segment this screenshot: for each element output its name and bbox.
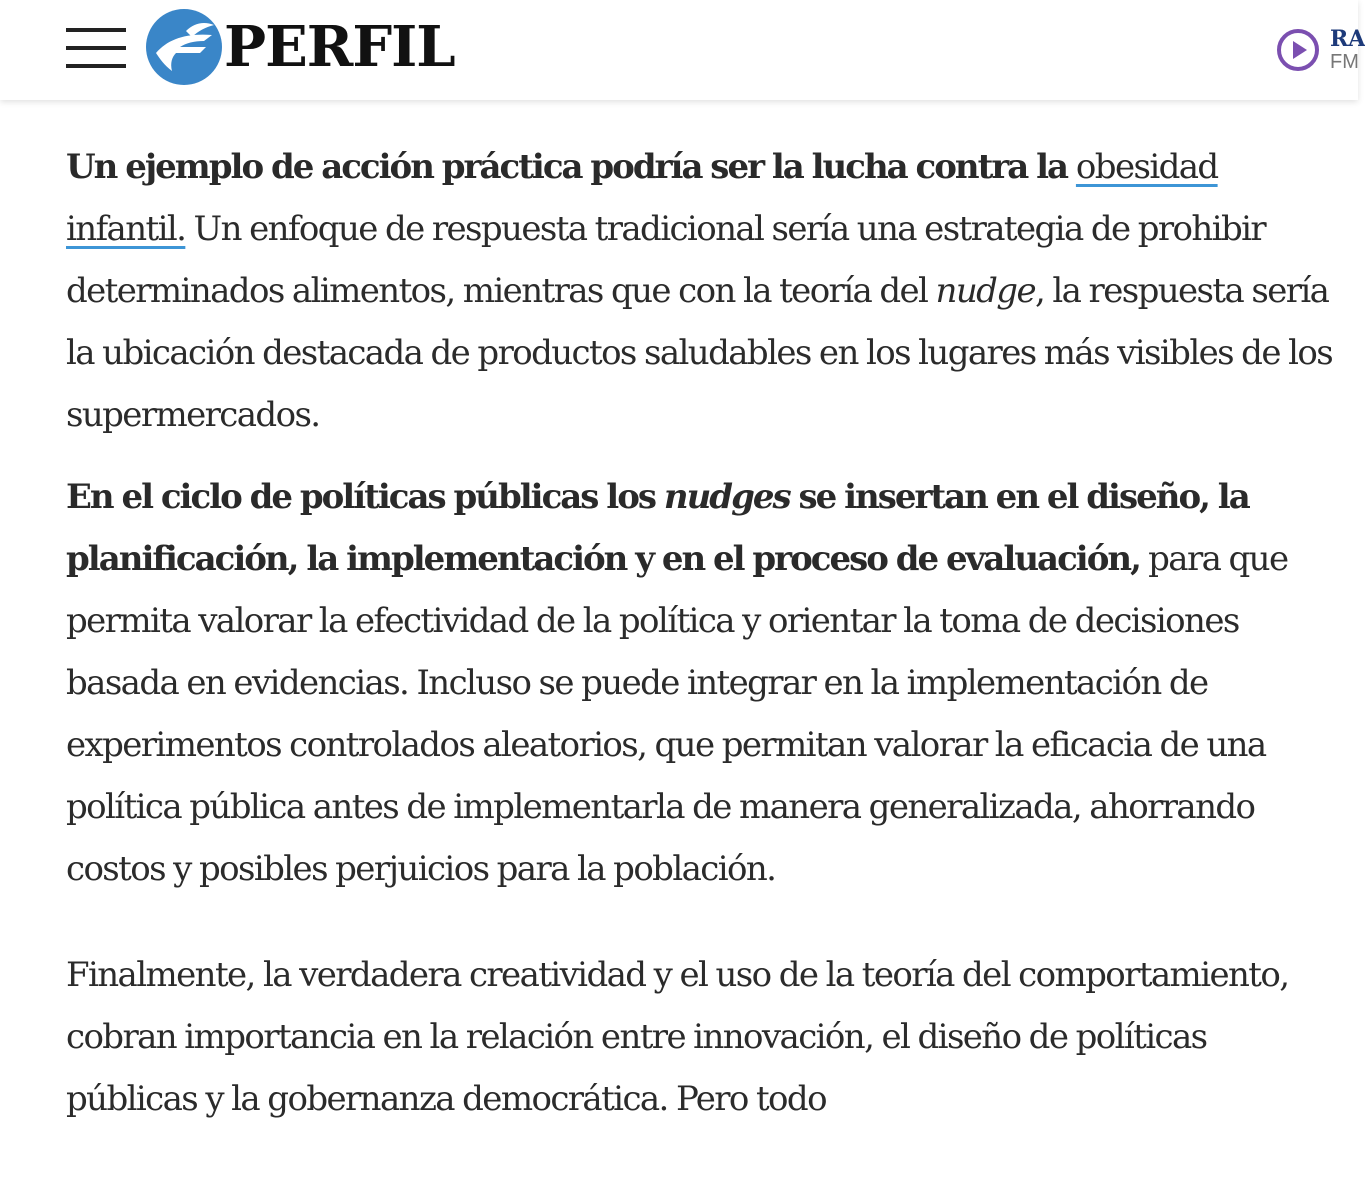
radio-label bbox=[1330, 28, 1365, 72]
paragraph-3 bbox=[66, 944, 1336, 1130]
site-logo[interactable] bbox=[146, 8, 455, 86]
bold-intro: Un ejemplo de acción práctica podría ser la lucha contra la bbox=[66, 147, 1076, 187]
bold-lead: se insertan en el diseño, la planificación, la implementación y en el proceso de evaluación, bbox=[66, 477, 1249, 579]
paragraph-text: Un enfoque de respuesta tradicional sería una estrategia de prohibir determinados alimentos, mientras que con la teoría del bbox=[66, 209, 1266, 311]
site-header bbox=[0, 0, 1365, 100]
paragraph-1 bbox=[66, 136, 1336, 446]
radio-band: FM bbox=[1330, 51, 1359, 73]
article-body bbox=[66, 136, 1336, 1150]
menu-line bbox=[66, 64, 126, 68]
brand-name: PERFIL bbox=[224, 14, 455, 80]
paragraph-text: para que permita valorar la efectividad de la política y orientar la toma de decisiones basada en evidencias. Incluso se puede integrar en la implementación de experimentos controlados aleatorios, que permitan valorar la eficacia de una política pública antes de implementarla de manera generalizada, ahorrando costos y posibles perjuicios para la población. bbox=[66, 539, 1288, 889]
menu-line bbox=[66, 28, 126, 32]
paragraph-text: Finalmente, la verdadera creatividad y el uso de la teoría del comportamiento, cobran importancia en la relación entre innovación, el diseño de políticas públicas y la gobernanza democrática. Pero todo bbox=[66, 955, 1289, 1119]
radio-name: RA bbox=[1330, 26, 1365, 52]
italic-term: nudges bbox=[663, 477, 790, 517]
italic-term: nudge bbox=[935, 271, 1035, 311]
paragraph-2 bbox=[66, 466, 1336, 900]
link-obesidad-infantil[interactable]: obesidad infantil. bbox=[66, 147, 1218, 249]
menu-line bbox=[66, 46, 126, 50]
bold-lead: En el ciclo de políticas públicas los bbox=[66, 477, 664, 517]
play-circle-icon[interactable] bbox=[1276, 28, 1320, 72]
paragraph-text: , la respuesta sería la ubicación destacada de productos saludables en los lugares más visibles de los supermercados. bbox=[66, 271, 1333, 435]
bird-logo-icon bbox=[146, 9, 222, 85]
hamburger-icon[interactable] bbox=[66, 28, 126, 68]
radio-player[interactable] bbox=[1276, 24, 1365, 76]
